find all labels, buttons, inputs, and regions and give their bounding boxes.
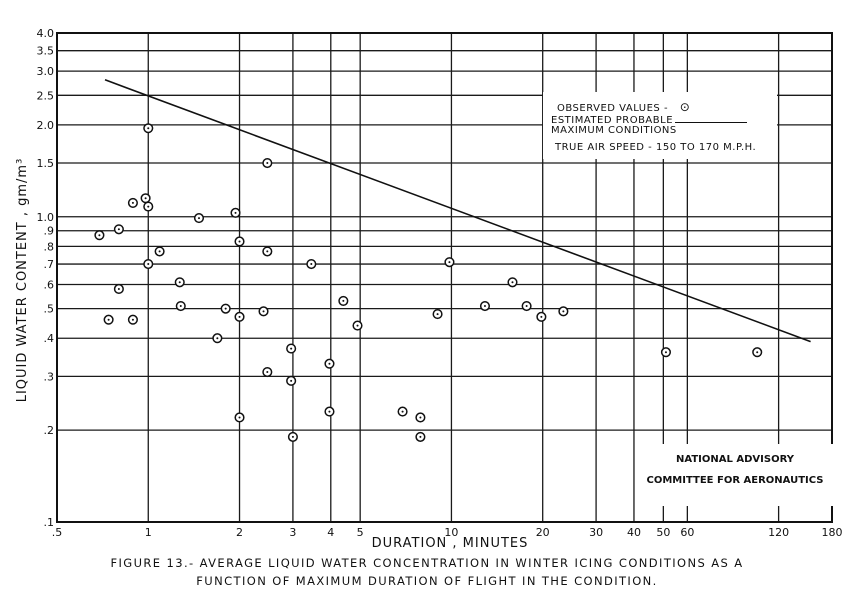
- data-point: [508, 278, 517, 287]
- data-point: [263, 247, 272, 256]
- figure-caption-line-2: FUNCTION OF MAXIMUM DURATION OF FLIGHT IN THE CONDITION.: [196, 574, 658, 588]
- x-tick-label: 60: [680, 526, 695, 539]
- data-point: [144, 124, 153, 133]
- circle-dot-icon: ⊙: [679, 100, 691, 114]
- x-tick-label: 4: [327, 526, 335, 539]
- y-tick-label: .5: [43, 302, 54, 316]
- y-tick-label: 2.5: [36, 89, 54, 103]
- x-tick-label: 180: [821, 526, 843, 539]
- legend-observed: [557, 100, 690, 114]
- observed-points: [95, 124, 761, 441]
- y-tick-label: .6: [43, 278, 54, 292]
- x-tick-label: 120: [768, 526, 790, 539]
- y-tick-label: .2: [43, 424, 54, 438]
- y-tick-label: .3: [43, 370, 54, 384]
- data-point: [416, 433, 425, 442]
- data-point: [398, 407, 407, 416]
- x-tick-label: .5: [51, 526, 63, 539]
- y-axis-ticks: [37, 27, 55, 529]
- y-tick-label: 2.0: [36, 118, 54, 132]
- x-tick-label: 10: [444, 526, 459, 539]
- legend-line-swatch: [675, 122, 747, 123]
- y-tick-label: 4.0: [36, 27, 54, 40]
- y-tick-label: .8: [43, 240, 54, 254]
- credit-line-1: NATIONAL ADVISORY: [676, 454, 794, 465]
- data-point: [259, 307, 268, 316]
- data-point: [416, 413, 425, 422]
- x-tick-label: 1: [144, 526, 152, 539]
- data-point: [325, 407, 334, 416]
- credit-line-2: COMMITTEE FOR AERONAUTICS: [646, 475, 824, 486]
- data-point: [263, 368, 272, 377]
- data-point: [104, 315, 113, 324]
- data-point: [175, 278, 184, 287]
- y-tick-label: 3.0: [36, 65, 54, 79]
- x-tick-label: 30: [589, 526, 604, 539]
- x-tick-label: 2: [236, 526, 244, 539]
- x-tick-label: 40: [626, 526, 641, 539]
- legend-box: [543, 92, 777, 159]
- legend-estimated-label-2: MAXIMUM CONDITIONS: [551, 125, 677, 136]
- y-tick-label: .1: [43, 516, 54, 529]
- data-point: [129, 315, 138, 324]
- data-point: [662, 348, 671, 357]
- data-point: [287, 377, 296, 386]
- data-point: [129, 199, 138, 208]
- data-point: [235, 237, 244, 246]
- data-point: [144, 260, 153, 269]
- data-point: [115, 225, 124, 234]
- data-point: [155, 247, 164, 256]
- data-point: [263, 159, 272, 168]
- y-tick-label: .4: [43, 332, 54, 346]
- legend-airspeed: TRUE AIR SPEED - 150 TO 170 M.P.H.: [555, 142, 757, 153]
- data-point: [95, 231, 104, 240]
- figure-caption-line-1: FIGURE 13.- AVERAGE LIQUID WATER CONCENTRATION IN WINTER ICING CONDITIONS AS A: [110, 556, 744, 570]
- data-point: [753, 348, 762, 357]
- data-point: [176, 302, 185, 311]
- credit-box: [636, 444, 834, 506]
- data-point: [339, 297, 348, 306]
- data-point: [221, 304, 230, 313]
- x-tick-label: 5: [356, 526, 364, 539]
- legend-estimated-label-1: ESTIMATED PROBABLE: [551, 115, 674, 126]
- y-tick-label: .9: [43, 224, 54, 238]
- data-point: [307, 260, 316, 269]
- y-axis-title: LIQUID WATER CONTENT , gm/m³: [15, 157, 30, 403]
- data-point: [287, 344, 296, 353]
- data-point: [235, 313, 244, 322]
- data-point: [445, 258, 454, 267]
- x-tick-label: 50: [656, 526, 671, 539]
- y-tick-label: 1.5: [36, 157, 54, 171]
- data-point: [481, 302, 490, 311]
- x-tick-label: 20: [535, 526, 550, 539]
- data-point: [235, 413, 244, 422]
- data-point: [433, 310, 442, 319]
- data-point: [141, 194, 150, 203]
- data-point: [522, 302, 531, 311]
- data-point: [115, 285, 124, 294]
- data-point: [325, 359, 334, 368]
- data-point: [213, 334, 222, 343]
- data-point: [144, 202, 153, 211]
- x-axis-title: DURATION , MINUTES: [371, 536, 529, 551]
- data-point: [353, 321, 362, 330]
- data-point: [231, 209, 240, 218]
- y-tick-label: 1.0: [36, 210, 54, 224]
- data-point: [537, 313, 546, 322]
- y-tick-label: 3.5: [36, 44, 54, 58]
- x-tick-label: 3: [289, 526, 297, 539]
- legend-observed-label: OBSERVED VALUES -: [557, 103, 669, 114]
- y-tick-label: .7: [43, 258, 54, 272]
- data-point: [559, 307, 568, 316]
- data-point: [289, 433, 298, 442]
- data-point: [195, 214, 204, 223]
